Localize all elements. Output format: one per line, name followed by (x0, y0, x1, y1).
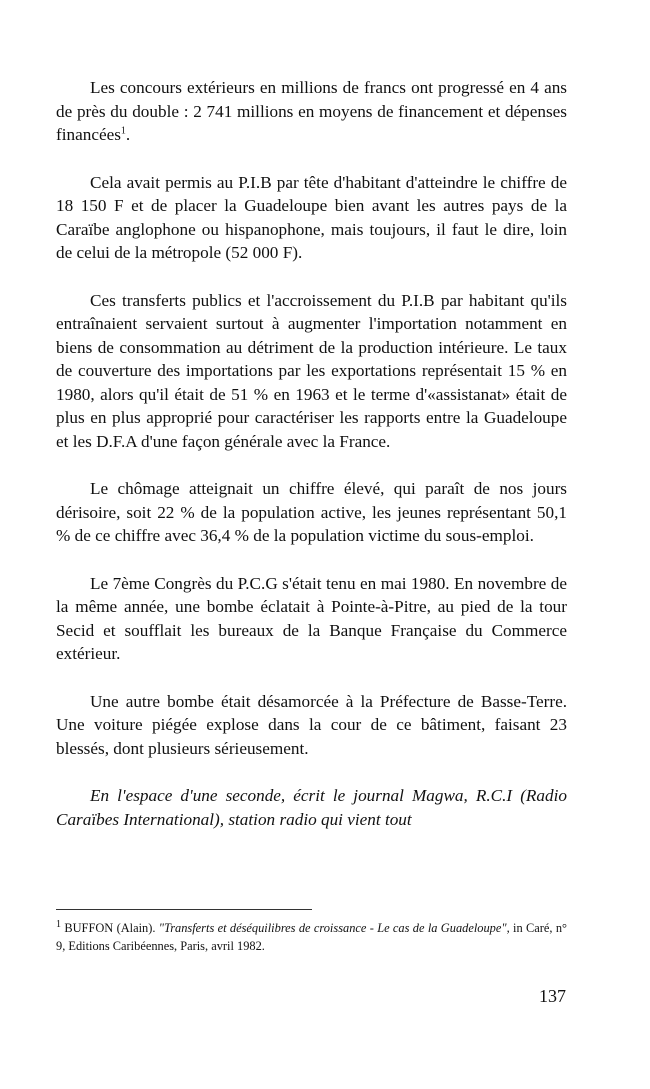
footnote-title: "Transferts et déséquilibres de croissance - Le cas de la Guadeloupe", (158, 921, 510, 935)
paragraph-1 (56, 76, 567, 147)
paragraph-7: En l'espace d'une seconde, écrit le journal Magwa, R.C.I (Radio Caraïbes International), station radio qui vient tout (56, 786, 567, 829)
paragraph-1-text: Les concours extérieurs en millions de francs ont progressé en 4 ans de près du double : 2 741 millions en moyens de financement et dépenses financées (56, 78, 567, 144)
footnote-author: BUFFON (Alain). (64, 921, 156, 935)
paragraph-5: Le 7ème Congrès du P.C.G s'était tenu en mai 1980. En novembre de la même année, une bombe éclatait à Pointe-à-Pitre, au pied de la tour Secid et soufflait les bureaux de la Banque Française du Commerce extérieur. (56, 573, 567, 663)
paragraph-2: Cela avait permis au P.I.B par tête d'habitant d'atteindre le chiffre de 18 150 F et de placer la Guadeloupe bien avant les autres pays de la Caraïbe anglophone ou hispanophone, mais toujours, il faut le dire, loin de celui de la métropole (52 000 F). (56, 172, 567, 262)
paragraph-6: Une autre bombe était désamorcée à la Préfecture de Basse-Terre. Une voiture piégée explose dans la cour de ce bâtiment, faisant 23 blessés, dont plusieurs sérieusement. (56, 691, 567, 758)
page-number: 137 (539, 986, 566, 1006)
paragraph-3: Ces transferts publics et l'accroissement du P.I.B par habitant qu'ils entraînaient servaient surtout à augmenter l'importation notamment en biens de consommation au détriment de la production intérieure. Le taux de couverture des importations par les exportations représentait 15 % en 1980, alors qu'il était de 51 % en 1963 et le terme d'«assistanat» était de plus en plus approprié pour caractériser les rapports entre la Guadeloupe et les D.F.A d'une façon générale avec la France. (56, 290, 567, 451)
footnote-reference: 1 (120, 125, 126, 137)
paragraph-4: Le chômage atteignait un chiffre élevé, qui paraît de nos jours dérisoire, soit 22 % de la population active, les jeunes représentant 50,1 % de ce chiffre avec 36,4 % de la population victime du sous-emploi. (56, 479, 567, 545)
footnote-source: in Caré, n° 9, Editions Caribéennes, Paris, avril 1982. (56, 921, 567, 953)
footnote (56, 920, 567, 955)
footnote-marker: 1 (56, 918, 61, 930)
body-text (56, 76, 567, 855)
footnote-divider (56, 909, 312, 910)
paragraph-1-end: . (125, 125, 131, 144)
